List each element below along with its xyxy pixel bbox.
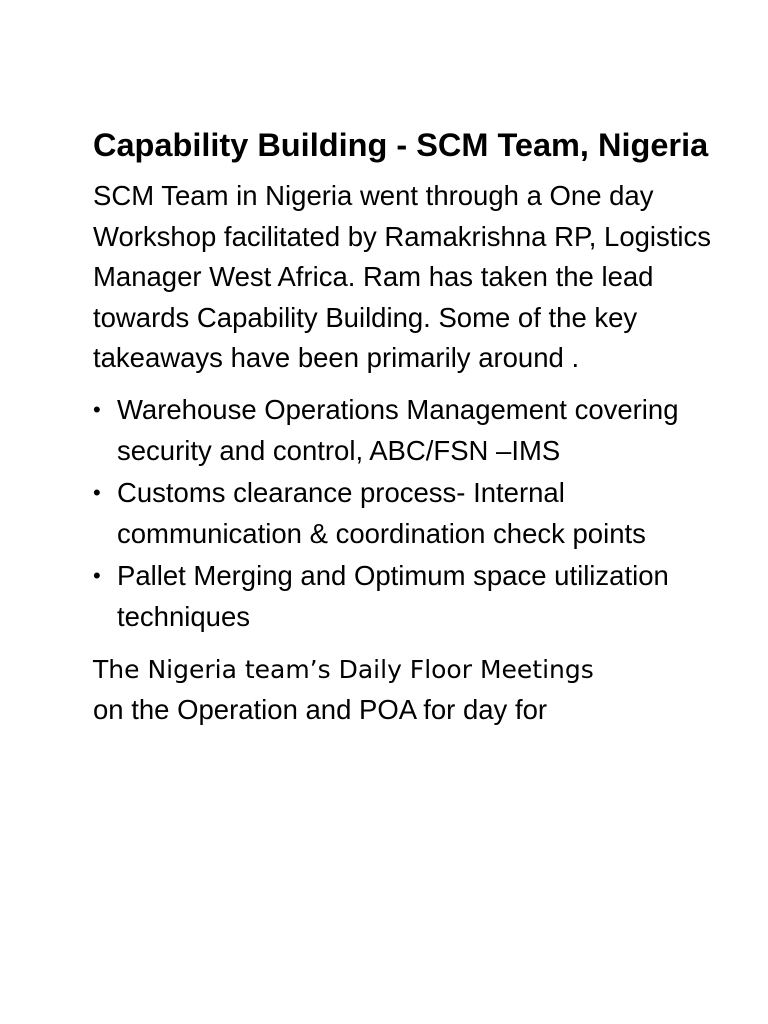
list-item-text: Pallet Merging and Optimum space utilization techniques (117, 560, 669, 632)
list-item-text: Customs clearance process- Internal communication & coordination check points (117, 477, 646, 549)
article-title: Capability Building - SCM Team, Nigeria (93, 127, 709, 163)
bullet-icon: • (93, 480, 101, 506)
closing-paragraph (93, 650, 713, 731)
bullet-icon: • (93, 563, 101, 589)
closing-line-2: on the Operation and POA for day for (93, 694, 548, 726)
bullet-icon: • (93, 396, 101, 422)
list-item (93, 390, 713, 471)
list-item (93, 473, 713, 554)
document-page (93, 122, 713, 731)
closing-line-1: The Nigeria team’s Daily Floor Meetings (93, 654, 594, 684)
takeaways-list (93, 390, 713, 638)
list-item (93, 556, 713, 637)
intro-paragraph: SCM Team in Nigeria went through a One day Workshop facilitated by Ramakrishna RP, Logistics Manager West Africa. Ram has taken the lead towards Capability Building. Some of the key takeaways have been primarily around . (93, 180, 712, 374)
list-item-text: Warehouse Operations Management covering security and control, ABC/FSN –IMS (117, 393, 679, 466)
